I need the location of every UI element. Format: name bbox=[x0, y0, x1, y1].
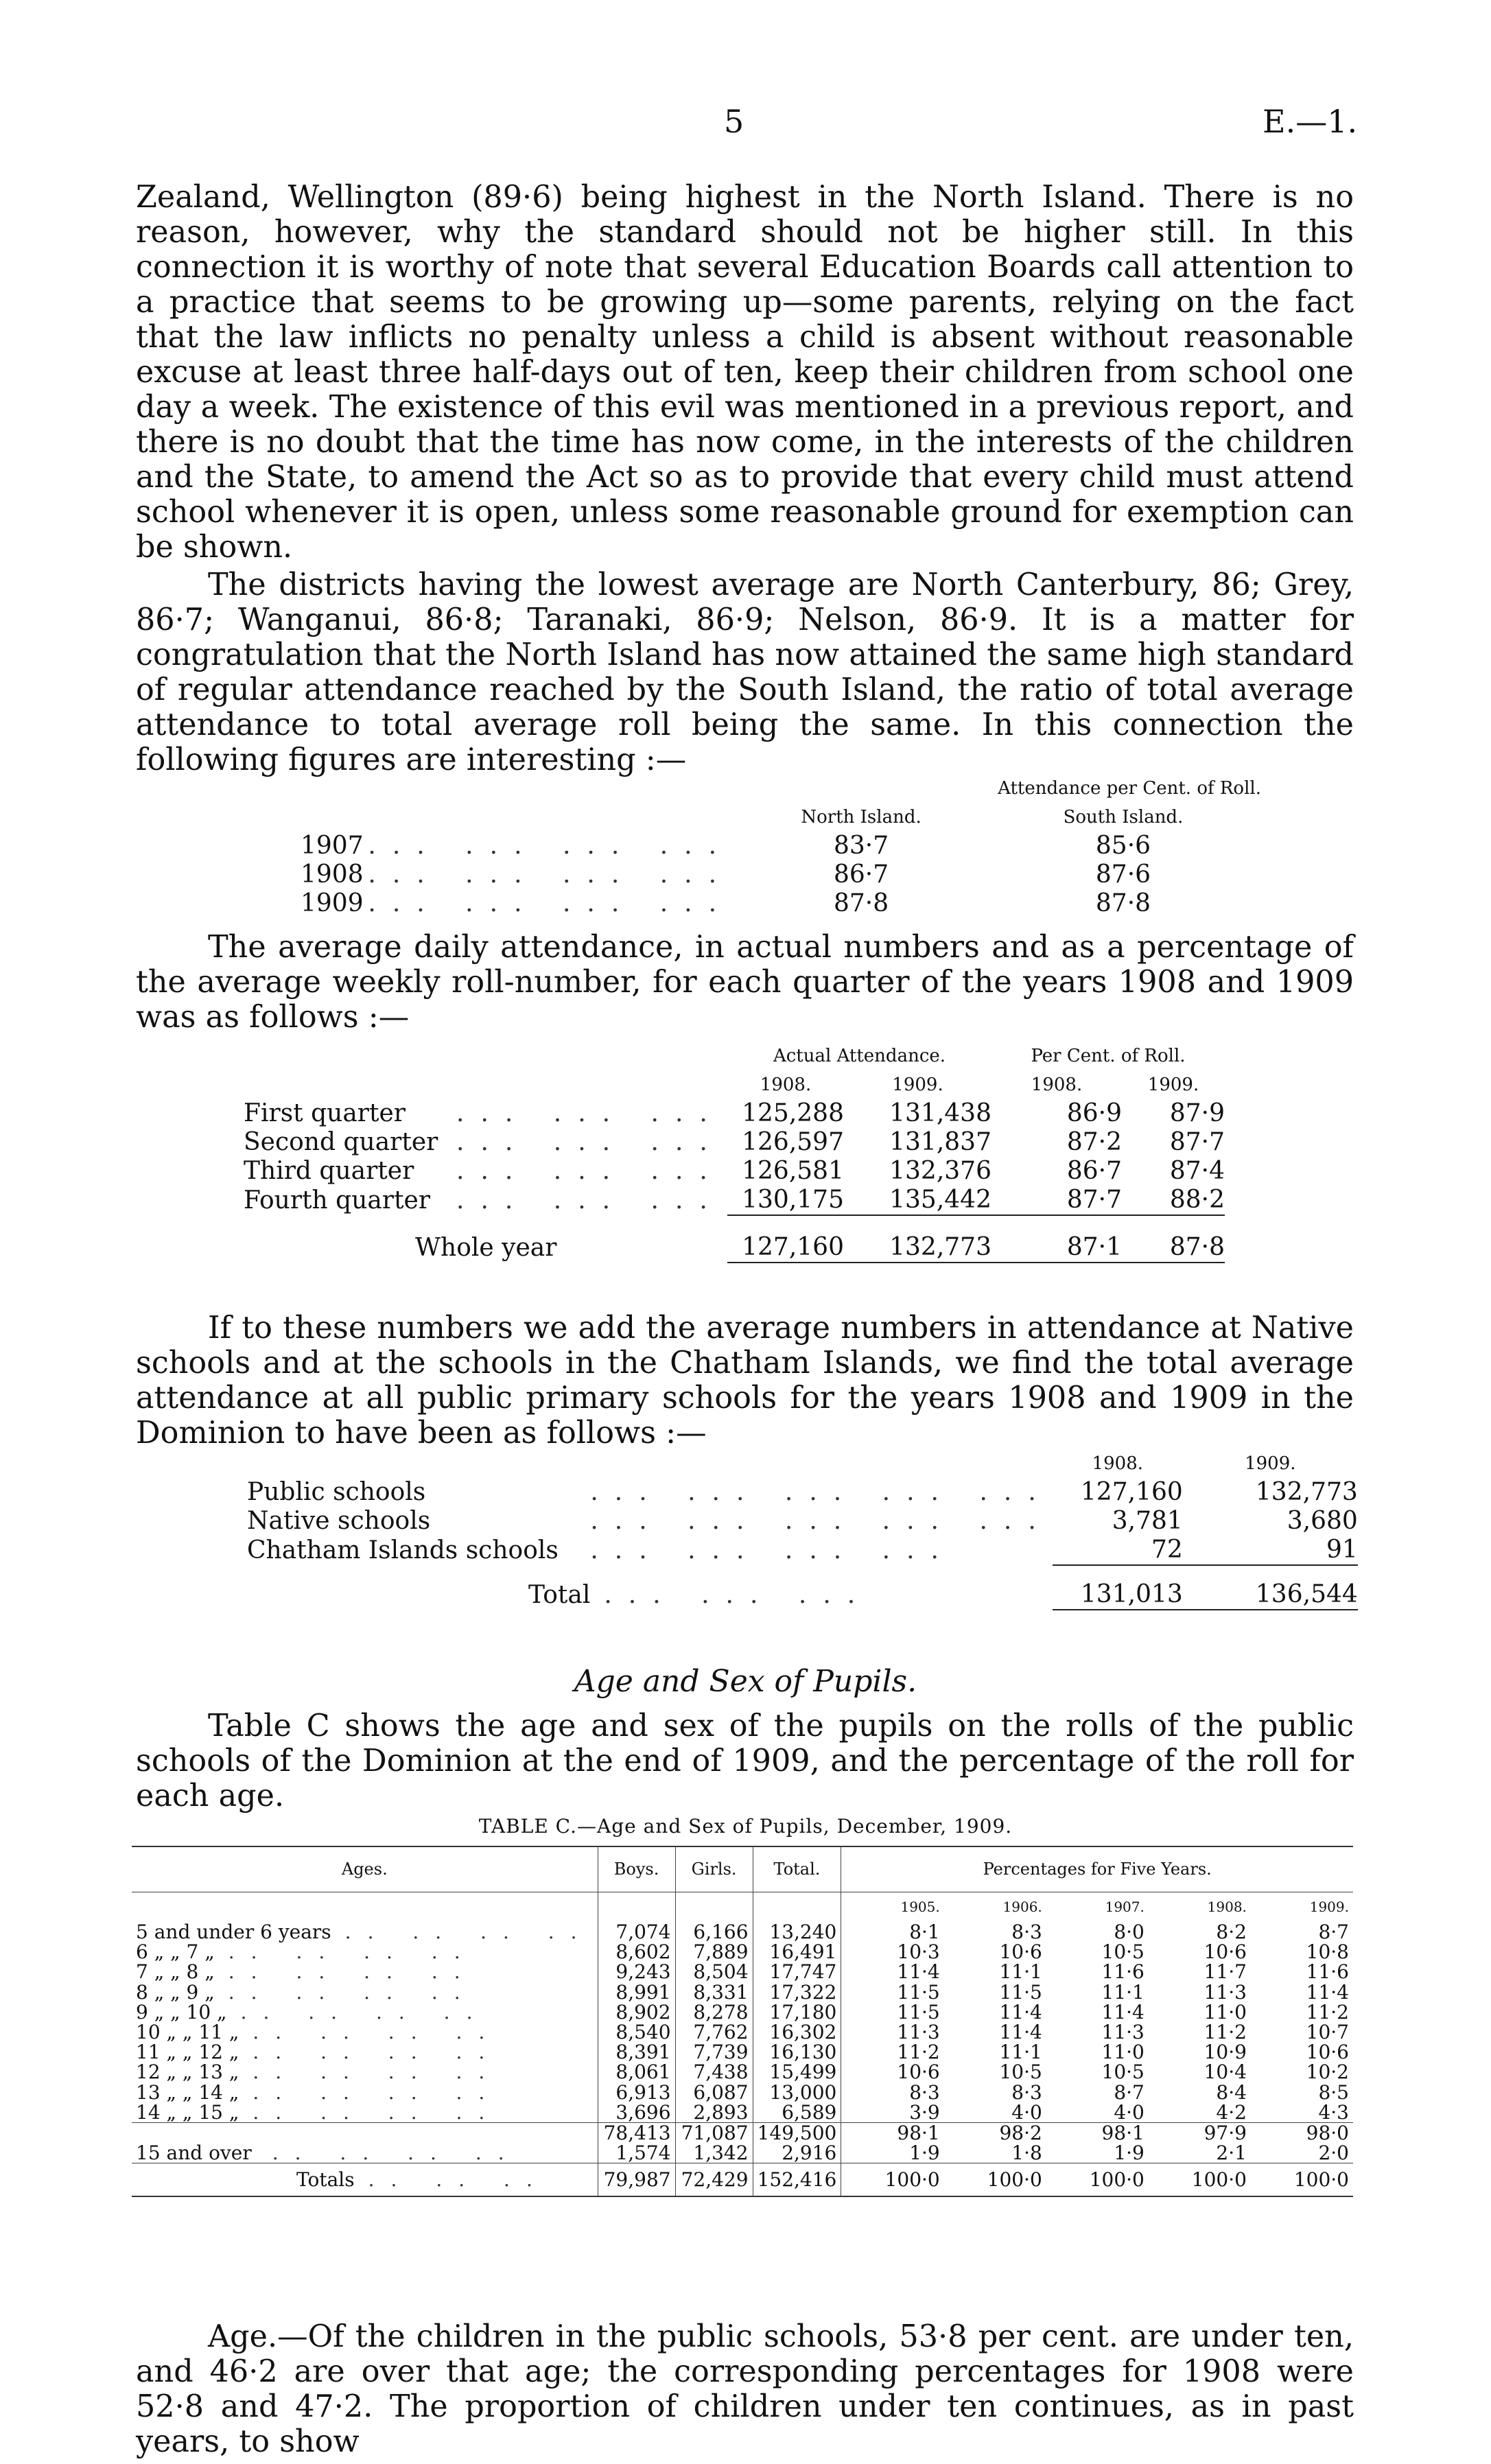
table-row: Second quarter ... ... ... 126,597 131,837 87·2 87·7 bbox=[244, 1128, 1225, 1156]
over-row: 15 and over .. .. .. .. 1,574 1,342 2,916 1·9 1·8 1·9 2·1 2·0 bbox=[136, 2142, 1349, 2165]
table-row: 7 „ „ 8 „ .. .. .. .. 9,243 8,504 17,747 11·4 11·1 11·6 11·7 11·6 bbox=[136, 1960, 1349, 1984]
table-row: Public schools ... ... ... ... ... 127,160 132,773 bbox=[247, 1478, 1358, 1506]
table-row: Fourth quarter ... ... ... 130,175 135,442 87·7 88·2 bbox=[244, 1186, 1225, 1215]
table-row: First quarter ... ... ... 125,288 131,438 86·9 87·9 bbox=[244, 1099, 1225, 1127]
age-label: 7 „ „ 8 „ bbox=[136, 1960, 215, 1984]
table-c-title: TABLE C.—Age and Sex of Pupils, December, 1909. bbox=[478, 1815, 1013, 1838]
attendance-island-table bbox=[301, 774, 1261, 918]
column-header-percent: Per Cent. of Roll. bbox=[1031, 1046, 1186, 1066]
subtotal-row: 78,413 71,087 149,500 98·1 98·2 98·1 97·9 98·0 bbox=[132, 2123, 1353, 2144]
total-row: Total ... ... ... 131,013 136,544 bbox=[528, 1580, 1358, 1609]
paragraph-text: The average daily attendance, in actual numbers and as a percentage of the average weekly roll-number, for each quarter of the years 1908 and 1909 was as follows :— bbox=[136, 930, 1354, 1035]
paragraph-4 bbox=[136, 1311, 1354, 1451]
table-row: Third quarter ... ... ... 126,581 132,376 86·7 87·4 bbox=[244, 1157, 1225, 1185]
age-label: 6 „ „ 7 „ bbox=[136, 1940, 215, 1964]
age-label: 12 „ „ 13 „ bbox=[136, 2061, 239, 2084]
table-row: 1907 ... ... ... ... 83·7 85·6 bbox=[301, 832, 1151, 860]
totals-row: Totals .. .. .. 79,987 72,429 152,416 100·0 100·0 100·0 100·0 100·0 bbox=[132, 2163, 1353, 2196]
age-label: 11 „ „ 12 „ bbox=[136, 2041, 239, 2064]
column-header-percentages: Percentages for Five Years. bbox=[841, 1846, 1353, 1892]
age-label: 13 „ „ 14 „ bbox=[136, 2080, 239, 2104]
column-header-south: South Island. bbox=[1063, 807, 1184, 828]
paragraph-2 bbox=[136, 567, 1354, 777]
paragraph-3 bbox=[136, 930, 1354, 1035]
quarterly-attendance-table: Actual Attendance. Per Cent. of Roll. 1908. 1909. 1908. 1909. First quarter ... ... ... 125,288 131,438 86·9 87·9 Second quarter ... ... ... 126,597 131,837 87·2 87·7 Third quarter ... ... ... 126,581 132,376 86·7 87·4 Fourth quarter ... ... ... 130,175 135,442 87·7 88·2 Whole year 127,160 132,773 87·1 87·8 bbox=[244, 1042, 1225, 1263]
document-reference: E.—1. bbox=[1263, 103, 1358, 140]
paragraph-6 bbox=[136, 2319, 1354, 2459]
table-row: 5 and under 6 years .. .. .. .. 7,074 6,166 13,240 8·1 8·3 8·0 8·2 8·7 bbox=[136, 1921, 1349, 1943]
column-header-north: North Island. bbox=[801, 807, 921, 828]
paragraph-text: Age.—Of the children in the public schools, 53·8 per cent. are under ten, and 46·2 are over that age; the corresponding percentages for 1908 were 52·8 and 47·2. The proportion of children under ten continues, as in past years, to show bbox=[136, 2319, 1354, 2459]
table-row: 6 „ „ 7 „ .. .. .. .. 8,602 7,889 16,491 10·3 10·6 10·5 10·6 10·8 bbox=[136, 1940, 1349, 1964]
table-row: Chatham Islands schools ... ... ... ... 72 91 bbox=[247, 1536, 1358, 1564]
age-label: 8 „ „ 9 „ bbox=[136, 1980, 215, 2004]
table-row: 11 „ „ 12 „ .. .. .. .. 8,391 7,739 16,130 11·2 11·1 11·0 10·9 10·6 bbox=[136, 2041, 1349, 2064]
paragraph-1 bbox=[136, 180, 1354, 565]
paragraph-text: If to these numbers we add the average numbers in attendance at Native schools and at the schools in the Chatham Islands, we find the total average attendance at all public primary schools for the years 1908 and 1909 in the Dominion to have been as follows :— bbox=[136, 1311, 1354, 1451]
column-header-actual: Actual Attendance. bbox=[773, 1046, 946, 1066]
table-row: 1909 ... ... ... ... 87·8 87·8 bbox=[301, 889, 1151, 917]
column-header-girls: Girls. bbox=[675, 1846, 753, 1892]
paragraph-text: The districts having the lowest average are North Canterbury, 86; Grey, 86·7; Wanganui, 86·8; Taranaki, 86·9; Nelson, 86·9. It is a matter for congratulation that the North Island has now attained the same high standard of regular attendance reached by the South Island, the ratio of total average attendance to total average roll being the same. In this connection the following figures are interesting :— bbox=[136, 567, 1354, 777]
age-label: 14 „ „ 15 „ bbox=[136, 2100, 239, 2124]
table-c-body bbox=[132, 1922, 1353, 2123]
paragraph-5 bbox=[136, 1709, 1354, 1814]
column-header-ages: Ages. bbox=[341, 1859, 388, 1879]
column-header-boys: Boys. bbox=[598, 1846, 675, 1892]
age-label: 5 and under 6 years bbox=[136, 1921, 331, 1943]
section-heading: Age and Sex of Pupils. bbox=[574, 1664, 917, 1699]
table-row: 14 „ „ 15 „ .. .. .. .. 3,696 2,893 6,589 3·9 4·0 4·0 4·2 4·3 bbox=[136, 2100, 1349, 2124]
table-row: 1908 ... ... ... ... 86·7 87·6 bbox=[301, 860, 1151, 889]
table-row: 9 „ „ 10 „ .. .. .. .. 8,902 8,278 17,180 11·5 11·4 11·4 11·0 11·2 bbox=[136, 2000, 1349, 2023]
total-row: Whole year 127,160 132,773 87·1 87·8 bbox=[415, 1233, 1225, 1262]
paragraph-text: Zealand, Wellington (89·6) being highest in the North Island. There is no reason, however, why the standard should not be higher still. In this connection it is worthy of note that several Education Boards call attention to a practice that seems to be growing up—some parents, relying on the fact that the law inflicts no penalty unless a child is absent without reasonable excuse at least three half-days out of ten, keep their children from school one day a week. The existence of this evil was mentioned in a previous report, and there is no doubt that the time has now come, in the interests of the children and the State, to amend the Act so as to provide that every child must attend school whenever it is open, unless some reasonable ground for exemption can be shown. bbox=[136, 180, 1354, 565]
table-row: 13 „ „ 14 „ .. .. .. .. 6,913 6,087 13,000 8·3 8·3 8·7 8·4 8·5 bbox=[136, 2080, 1349, 2104]
table-heading: Attendance per Cent. of Roll. bbox=[998, 778, 1261, 799]
age-label: 10 „ „ 11 „ bbox=[136, 2021, 239, 2044]
age-label: 9 „ „ 10 „ bbox=[136, 2000, 227, 2023]
table-c-age-sex: Ages. Boys. Girls. Total. Percentages for Five Years. 1905. 1906. 1907. 1908. 1909. 5 and under 6 years .. .. .. .. 7,074 6,166 13,240 8·1 8·3 8·0 8·2 8·7 6 „ „ 7 „ .. .. .. .. 8,602 7,889 16,491 10·3 10·6 10·5 10·6 10·8 7 „ „ 8 „ .. .. .. .. 9,243 8,504 17,747 11·4 11·1 11·6 11·7 11·6 8 „ „ 9 „ .. .. .. .. 8,991 8,331 17,322 11·5 11·5 11·1 11·3 11·4 9 „ „ 10 „ .. .. .. .. 8,902 8,278 17,180 11·5 11·4 11·4 11·0 11·2 10 „ „ 11 „ .. .. .. .. 8,540 7,762 16,302 11·3 11·4 11·3 11·2 10·7 11 „ „ 12 „ .. .. .. .. 8,391 7,739 16,130 11·2 11·1 11·0 10·9 10·6 12 „ „ 13 „ .. .. .. .. 8,061 7,438 15,499 10·6 10·5 10·5 10·4 10·2 13 „ „ 14 „ .. .. .. .. 6,913 6,087 13,000 8·3 8·3 8·7 8·4 8·5 14 „ „ 15 „ .. .. .. .. 3,696 2,893 6,589 3·9 4·0 4·0 4·2 4·3 78,413 71,087 149,500 98·1 98·2 98·1 97·9 98·0 15 and over .. .. .. .. 1,574 1,342 2,916 1·9 1·8 1·9 2·1 2·0 Totals .. .. .. 79,987 72,429 152,416 100·0 100·0 100·0 100·0 100·0 bbox=[132, 1846, 1353, 2197]
table-row: 8 „ „ 9 „ .. .. .. .. 8,991 8,331 17,322 11·5 11·5 11·1 11·3 11·4 bbox=[136, 1980, 1349, 2004]
table-row: Native schools ... ... ... ... ... 3,781 3,680 bbox=[247, 1507, 1358, 1535]
paragraph-text: Table C shows the age and sex of the pupils on the rolls of the public schools of the Dominion at the end of 1909, and the percentage of the roll for each age. bbox=[136, 1709, 1354, 1814]
table-row: 10 „ „ 11 „ .. .. .. .. 8,540 7,762 16,302 11·3 11·4 11·3 11·2 10·7 bbox=[136, 2021, 1349, 2044]
table-row: 12 „ „ 13 „ .. .. .. .. 8,061 7,438 15,499 10·6 10·5 10·5 10·4 10·2 bbox=[136, 2061, 1349, 2084]
column-header-total: Total. bbox=[753, 1846, 841, 1892]
total-attendance-table: 1908. 1909. Public schools ... ... ... ... ... 127,160 132,773 Native schools ... ... ... ... ... 3,781 3,680 Chatham Islands schools ... ... ... ... 72 91 Total ... ... ... 131,013 136,544 bbox=[247, 1453, 1358, 1609]
page-number: 5 bbox=[724, 103, 744, 140]
